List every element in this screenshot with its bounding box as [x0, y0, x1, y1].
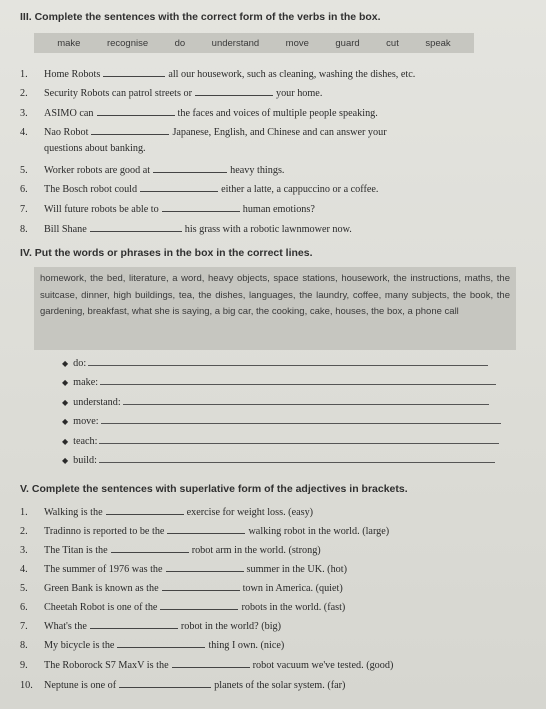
category-line-teach: ◆ teach: — [62, 434, 499, 447]
answer-line[interactable] — [101, 414, 501, 424]
answer-line[interactable] — [99, 453, 495, 463]
list-item: 8. Bill Shane his grass with a robotic lawnmower now. — [20, 224, 352, 235]
list-item: 7. What's the robot in the world? (big) — [20, 621, 282, 632]
answer-blank[interactable] — [166, 562, 244, 572]
word-understand: understand — [211, 37, 260, 49]
category-line-understand: ◆ understand: — [62, 395, 489, 408]
answer-blank[interactable] — [91, 125, 169, 135]
word-speak: speak — [425, 37, 451, 49]
list-item: 7. Will future robots be able to human emotions? — [20, 204, 315, 215]
answer-blank[interactable] — [90, 222, 182, 232]
answer-blank[interactable] — [162, 581, 240, 591]
list-item-continuation: questions about banking. — [44, 143, 146, 154]
section-4-title: IV. Put the words or phrases in the box in the correct lines. — [20, 247, 313, 259]
answer-blank[interactable] — [106, 505, 184, 515]
word-guard: guard — [335, 37, 360, 49]
answer-blank[interactable] — [119, 678, 211, 688]
category-line-do: ◆ do: — [62, 356, 488, 369]
answer-blank[interactable] — [117, 638, 205, 648]
list-item: 5. Green Bank is known as the town in America. (quiet) — [20, 583, 343, 594]
verb-word-box — [34, 33, 474, 53]
answer-blank[interactable] — [162, 202, 240, 212]
answer-blank[interactable] — [160, 600, 238, 610]
bullet-icon: ◆ — [62, 456, 69, 465]
list-item: 10. Neptune is one of planets of the solar system. (far) — [20, 680, 346, 691]
list-item: 1. Walking is the exercise for weight loss. (easy) — [20, 507, 314, 518]
answer-blank[interactable] — [97, 106, 175, 116]
bullet-icon: ◆ — [62, 378, 69, 387]
list-item: 3. The Titan is the robot arm in the world. (strong) — [20, 545, 321, 556]
answer-blank[interactable] — [195, 86, 273, 96]
list-item: 2. Security Robots can patrol streets or your home. — [20, 88, 323, 99]
answer-line[interactable] — [100, 375, 496, 385]
list-item: 4. The summer of 1976 was the summer in the UK. (hot) — [20, 564, 347, 575]
word-make: make — [57, 37, 81, 49]
list-item: 1. Home Robots all our housework, such as cleaning, washing the dishes, etc. — [20, 69, 416, 80]
list-item: 3. ASIMO can the faces and voices of multiple people speaking. — [20, 108, 378, 119]
bullet-icon: ◆ — [62, 437, 69, 446]
answer-line[interactable] — [99, 434, 499, 444]
bullet-icon: ◆ — [62, 398, 69, 407]
answer-line[interactable] — [123, 395, 489, 405]
list-item: 5. Worker robots are good at heavy things. — [20, 165, 285, 176]
list-item: 8. My bicycle is the thing I own. (nice) — [20, 640, 285, 651]
word-do: do — [174, 37, 186, 49]
word-cut: cut — [386, 37, 399, 49]
category-line-make: ◆ make: — [62, 375, 496, 388]
answer-blank[interactable] — [111, 543, 189, 553]
bullet-icon: ◆ — [62, 359, 69, 368]
list-item: 2. Tradinno is reported to be the walking robot in the world. (large) — [20, 526, 390, 537]
answer-blank[interactable] — [153, 163, 227, 173]
list-item: 6. Cheetah Robot is one of the robots in the world. (fast) — [20, 602, 346, 613]
bullet-icon: ◆ — [62, 417, 69, 426]
list-item: 9. The Roborock S7 MaxV is the robot vacuum we've tested. (good) — [20, 660, 394, 671]
list-item: 6. The Bosch robot could either a latte, a cappuccino or a coffee. — [20, 184, 379, 195]
answer-blank[interactable] — [103, 67, 165, 77]
answer-line[interactable] — [88, 356, 488, 366]
list-item: 4. Nao Robot Japanese, English, and Chinese and can answer your — [20, 127, 387, 138]
category-line-move: ◆ move: — [62, 414, 501, 427]
word-move: move — [285, 37, 309, 49]
section-3-title: III. Complete the sentences with the correct form of the verbs in the box. — [20, 11, 381, 23]
answer-blank[interactable] — [167, 524, 245, 534]
word-recognise: recognise — [106, 37, 149, 49]
answer-blank[interactable] — [140, 182, 218, 192]
answer-blank[interactable] — [172, 658, 250, 668]
category-line-build: ◆ build: — [62, 453, 495, 466]
phrase-word-box: homework, the bed, literature, a word, heavy objects, space stations, housework, the instructions, maths, the suitcase, dinner, high buildings, tea, the dishes, languages, the laundry, coffee, many subjects, the book, the gardening, breakfast, what she is saying, a big car, the cooking, cake, houses, the box, a phone call — [34, 267, 516, 350]
answer-blank[interactable] — [90, 619, 178, 629]
section-5-title: V. Complete the sentences with superlative form of the adjectives in brackets. — [20, 483, 408, 495]
